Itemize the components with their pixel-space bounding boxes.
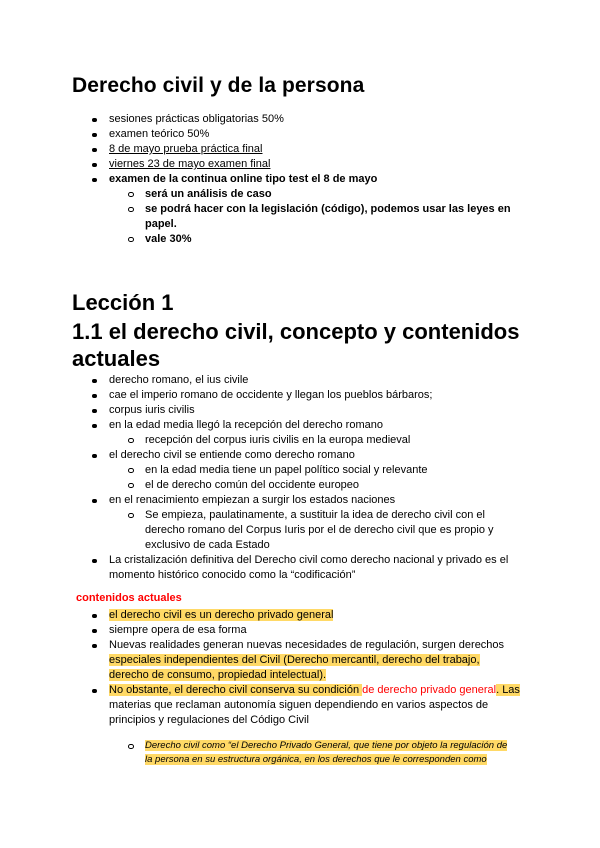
list-item: siempre opera de esa forma xyxy=(0,623,600,638)
sub-list-item: vale 30% xyxy=(0,232,600,247)
hollow-bullet-icon xyxy=(128,744,134,750)
highlighted-text: No obstante, el derecho civil conserva su condición xyxy=(109,684,363,696)
sub-list-item: será un análisis de caso xyxy=(0,187,600,202)
bullet-icon xyxy=(92,614,97,619)
list-item: examen de la continua online tipo test el 8 de mayo xyxy=(0,172,600,187)
contents-list xyxy=(0,608,600,728)
sub-list-item: el de derecho común del occidente europeo xyxy=(0,478,600,493)
bullet-icon xyxy=(92,689,97,694)
lesson-heading: Lección 1 xyxy=(72,290,174,315)
list-item: Nuevas realidades generan nuevas necesidades de regulación, surgen derechos especiales independientes del Civil (Derecho mercantil, derecho del trabajo, derecho de consumo, propiedad intelectual). xyxy=(0,638,600,683)
list-item: derecho romano, el ius civile xyxy=(0,373,600,388)
bullet-icon xyxy=(92,379,97,384)
bullet-icon xyxy=(92,499,97,504)
document-title: Derecho civil y de la persona xyxy=(72,74,365,97)
hollow-bullet-icon xyxy=(128,438,134,444)
bullet-icon xyxy=(92,559,97,564)
hollow-bullet-icon xyxy=(128,513,134,519)
list-item: No obstante, el derecho civil conserva su condición de derecho privado general. Las materias que reclaman autonomía siguen dependiendo en varios aspectos de principios y regulaciones del Código Civil xyxy=(0,683,600,728)
list-item: cae el imperio romano de occidente y llegan los pueblos bárbaros; xyxy=(0,388,600,403)
highlighted-text: especiales independientes del Civil (Derecho mercantil, derecho del trabajo, derecho de consumo, propiedad intelectual). xyxy=(109,654,480,681)
hollow-bullet-icon xyxy=(128,237,134,243)
highlighted-text: . Las xyxy=(496,684,520,696)
hollow-bullet-icon xyxy=(128,468,134,474)
quote-list xyxy=(0,739,600,767)
section-label: contenidos actuales xyxy=(76,592,182,604)
date-link[interactable]: 8 de mayo prueba práctica final xyxy=(109,143,263,155)
list-item: La cristalización definitiva del Derecho civil como derecho nacional y privado es el momento histórico conocido como la “codificación” xyxy=(0,553,600,583)
bullet-icon xyxy=(92,148,97,153)
bullet-icon xyxy=(92,178,97,183)
sub-list-item: recepción del corpus iuris civilis en la europa medieval xyxy=(0,433,600,448)
highlighted-text: el derecho civil es un derecho privado general xyxy=(109,609,334,621)
bullet-icon xyxy=(92,118,97,123)
bullet-icon xyxy=(92,409,97,414)
list-item: sesiones prácticas obligatorias 50% xyxy=(0,112,600,127)
sub-list-item: se podrá hacer con la legislación (código), podemos usar las leyes en papel. xyxy=(0,202,600,232)
date-link[interactable]: viernes 23 de mayo examen final xyxy=(109,158,271,170)
bullet-icon xyxy=(92,133,97,138)
sub-list-item xyxy=(0,739,600,767)
bullet-icon xyxy=(92,644,97,649)
highlighted-quote: Derecho civil como “el Derecho Privado General, que tiene por objeto la regulación de la persona en su estructura orgánica, en los derechos que le corresponden como xyxy=(145,740,508,765)
bullet-icon xyxy=(92,454,97,459)
bullet-icon xyxy=(92,394,97,399)
bullet-icon xyxy=(92,424,97,429)
list-item xyxy=(0,142,600,157)
bullet-icon xyxy=(92,629,97,634)
hollow-bullet-icon xyxy=(128,483,134,489)
bullet-icon xyxy=(92,163,97,168)
list-item: examen teórico 50% xyxy=(0,127,600,142)
list-item xyxy=(0,608,600,623)
list-item: en el renacimiento empiezan a surgir los estados naciones xyxy=(0,493,600,508)
list-item: corpus iuris civilis xyxy=(0,403,600,418)
red-text: de derecho privado general xyxy=(362,684,497,696)
sub-list-item: en la edad media tiene un papel político social y relevante xyxy=(0,463,600,478)
list-item: el derecho civil se entiende como derecho romano xyxy=(0,448,600,463)
section-heading: 1.1 el derecho civil, concepto y contenidos actuales xyxy=(72,319,520,371)
list-item: en la edad media llegó la recepción del derecho romano xyxy=(0,418,600,433)
list-item xyxy=(0,157,600,172)
hollow-bullet-icon xyxy=(128,192,134,198)
course-info-list xyxy=(0,112,600,247)
sub-list-item: Se empieza, paulatinamente, a sustituir la idea de derecho civil con el derecho romano del Corpus Iuris por el de derecho civil que es propio y exclusivo de cada Estado xyxy=(0,508,600,553)
history-list xyxy=(0,373,600,583)
hollow-bullet-icon xyxy=(128,207,134,213)
